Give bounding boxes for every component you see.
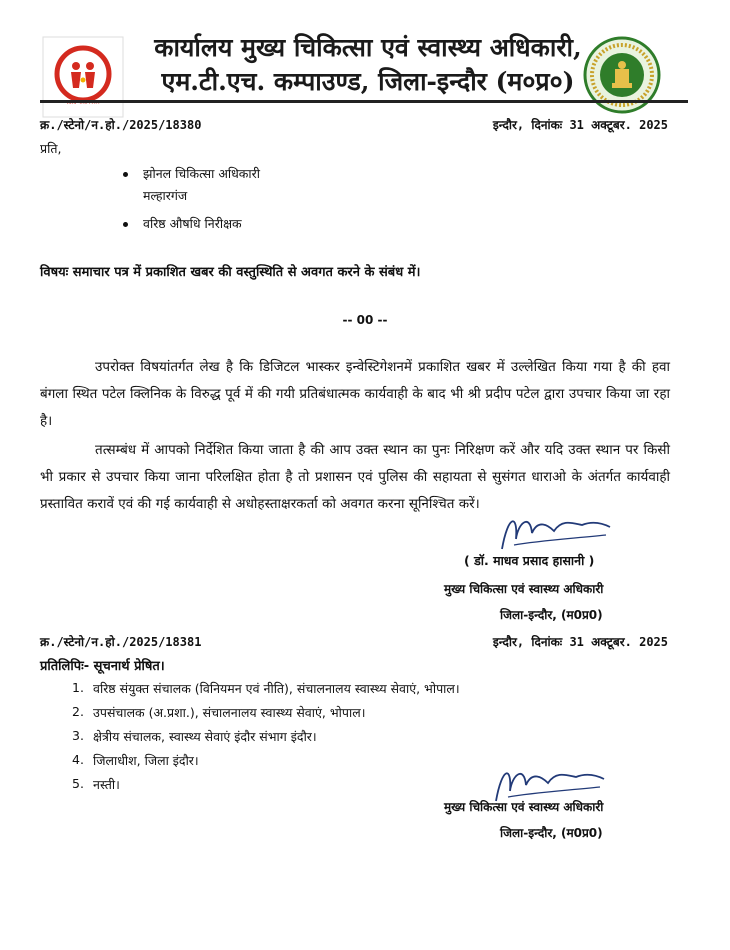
letter-date: इन्दौर, दिनांकः 31 अक्टूबर. 2025 bbox=[492, 118, 668, 132]
copy-heading: प्रतिलिपिः- सूचनार्थ प्रेषित। bbox=[40, 659, 165, 674]
bullet-icon bbox=[123, 222, 128, 227]
copy-item-number: 1. bbox=[72, 680, 84, 695]
copy-item: क्षेत्रीय संचालक, स्वास्थ्य सेवाएं इंदौर संभाग इंदौर। bbox=[93, 729, 317, 744]
separator: -- 00 -- bbox=[342, 313, 388, 327]
signatory-name: ( डॉ. माधव प्रसाद हासानी ) bbox=[464, 553, 595, 568]
body-paragraph-1: उपरोक्त विषयांतर्गत लेख है कि डिजिटल भास्कर इन्वेस्टिगेशनमें प्रकाशित खबर में उल्लेखित किया गया है की हवा बंगला स्थित पटेल क्लिनिक के विरुद्ध पूर्व में की गयी प्रतिबंधात्मक कार्यवाही के बाद भी श्री प्रदीप पटेल द्वारा उपचार किया जा रहा है। bbox=[40, 359, 670, 429]
copy-item: जिलाधीश, जिला इंदौर। bbox=[93, 753, 199, 768]
copy-item: उपसंचालक (अ.प्रशा.), संचालनालय स्वास्थ्य सेवाएं, भोपाल। bbox=[93, 705, 366, 720]
copy-item: नस्ती। bbox=[93, 777, 120, 792]
signatory-title: मुख्य चिकित्सा एवं स्वास्थ्य अधिकारी bbox=[444, 582, 604, 596]
copy-date: इन्दौर, दिनांकः 31 अक्टूबर. 2025 bbox=[492, 635, 668, 649]
copy-item-number: 4. bbox=[72, 752, 84, 767]
subject: विषयः समाचार पत्र में प्रकाशित खबर की वस्तुस्थिति से अवगत करने के संबंध में। bbox=[40, 265, 421, 280]
ref-number: क्र./स्टेनो/न.हो./2025/18380 bbox=[40, 118, 202, 132]
bullet-icon bbox=[123, 172, 128, 177]
copy-item-number: 3. bbox=[72, 728, 84, 743]
signature bbox=[496, 505, 616, 555]
to-label: प्रति, bbox=[40, 141, 62, 156]
recipient-line1: वरिष्ठ औषधि निरीक्षक bbox=[143, 216, 242, 231]
header-rule bbox=[40, 100, 688, 103]
mp-govt-emblem bbox=[582, 35, 662, 115]
signatory-place: जिला-इन्दौर, (म0प्र0) bbox=[500, 608, 603, 622]
recipient-line2: मल्हारगंज bbox=[143, 188, 188, 203]
recipient-line1: झोनल चिकित्सा अधिकारी bbox=[143, 166, 260, 181]
copy-item-number: 5. bbox=[72, 776, 84, 791]
copy-signatory-title: मुख्य चिकित्सा एवं स्वास्थ्य अधिकारी bbox=[444, 800, 604, 814]
nhm-logo bbox=[42, 36, 124, 118]
copy-item: वरिष्ठ संयुक्त संचालक (विनियमन एवं नीति), संचालनालय स्वास्थ्य सेवाएं, भोपाल। bbox=[93, 681, 460, 696]
copy-item-number: 2. bbox=[72, 704, 84, 719]
body-paragraph-2: तत्सम्बंध में आपको निर्देशित किया जाता है की आप उक्त स्थान का पुनः निरिक्षण करें और यदि उक्त स्थान पर किसी भी प्रकार से उपचार किया जाना परिलक्षित होता है तो प्रशासन एवं पुलिस की सहायता से सुसंगत धाराओ के अंतर्गत कार्यवाही प्रस्तावित करावें एवं की गई कार्यवाही से अधोहस्ताक्षरकर्ता को अवगत करना सूनिश्चित करें। bbox=[40, 442, 670, 512]
nhm-logo-caption: स्वस्थ भारत मिशन bbox=[66, 100, 100, 106]
office-title-line2: एम.टी.एच. कम्पाउण्ड, जिला-इन्दौर (म०प्र०) bbox=[161, 67, 575, 96]
copy-signatory-place: जिला-इन्दौर, (म0प्र0) bbox=[500, 826, 603, 840]
office-title-line1: कार्यालय मुख्य चिकित्सा एवं स्वास्थ्य अधिकारी, bbox=[154, 33, 582, 62]
copy-ref-number: क्र./स्टेनो/न.हो./2025/18381 bbox=[40, 635, 202, 649]
